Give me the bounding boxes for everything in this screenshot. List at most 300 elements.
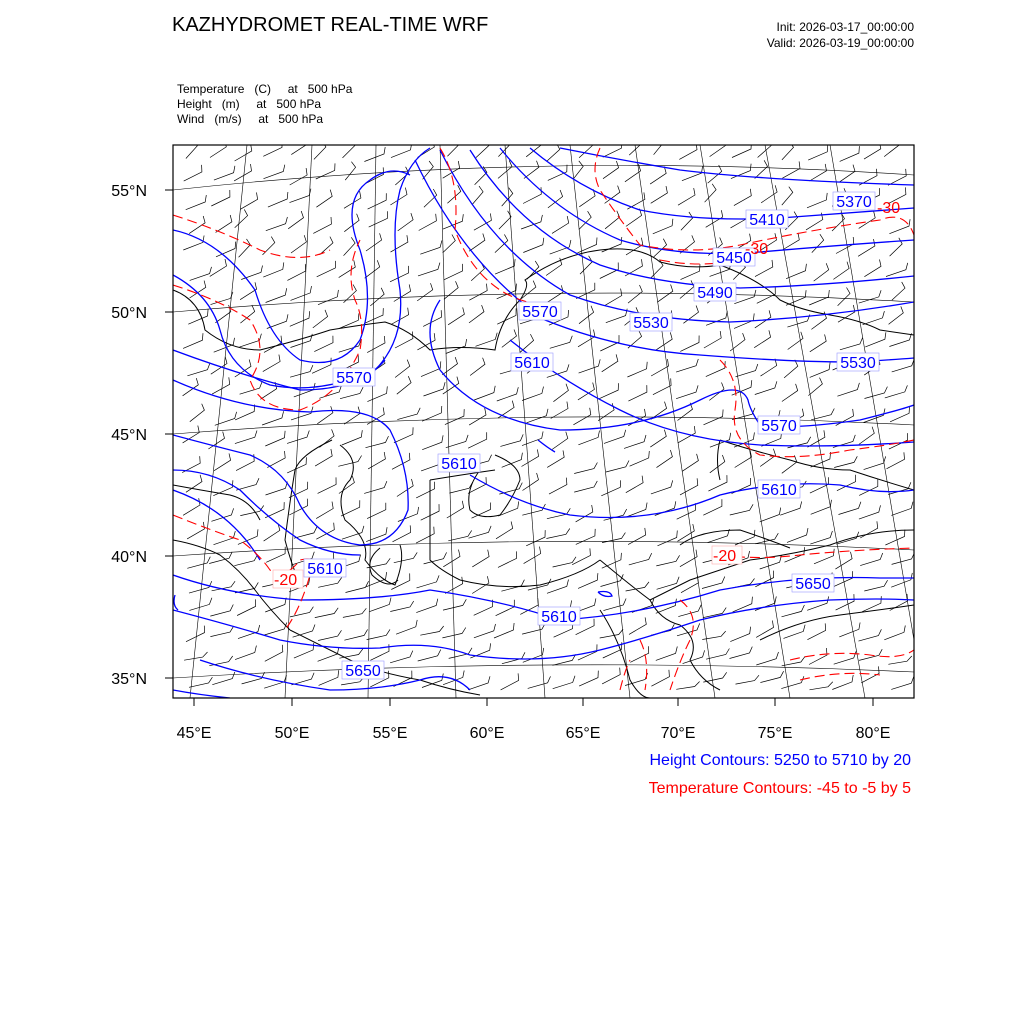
wind-barb bbox=[241, 266, 262, 280]
wind-barb bbox=[474, 386, 495, 400]
wind-barb bbox=[809, 648, 827, 665]
wind-barb bbox=[498, 551, 517, 567]
wind-barb bbox=[319, 670, 339, 685]
wind-barb bbox=[344, 407, 360, 425]
wind-barb bbox=[189, 598, 212, 611]
valid-time: Valid: 2026-03-19_00:00:00 bbox=[766, 36, 914, 50]
wind-barb bbox=[501, 580, 524, 592]
wind-barb bbox=[318, 290, 338, 305]
wind-barb bbox=[315, 449, 332, 466]
wind-barb bbox=[235, 405, 255, 420]
wind-barb bbox=[736, 364, 758, 377]
wind-barb bbox=[186, 195, 207, 210]
wind-barb bbox=[238, 625, 260, 639]
wind-barb bbox=[364, 147, 385, 161]
wind-barb bbox=[787, 528, 808, 542]
wind-barb bbox=[370, 288, 384, 306]
wind-barb bbox=[522, 387, 543, 401]
latitude-labels bbox=[111, 183, 147, 688]
wind-barb bbox=[814, 263, 829, 281]
height-contour-labels bbox=[304, 192, 879, 680]
wind-barb bbox=[605, 289, 622, 306]
wind-barb bbox=[236, 454, 254, 470]
wind-barb bbox=[390, 601, 413, 611]
wind-barb bbox=[240, 506, 263, 516]
wind-barb bbox=[680, 478, 698, 495]
wind-barb bbox=[761, 359, 777, 376]
wind-barb bbox=[702, 577, 725, 589]
wind-barb bbox=[678, 403, 693, 421]
wind-barb bbox=[210, 140, 226, 157]
wind-barb bbox=[342, 430, 363, 445]
wind-barb bbox=[629, 137, 642, 155]
wind-barb bbox=[682, 454, 698, 471]
wind-barb bbox=[313, 217, 331, 233]
wind-barb bbox=[892, 553, 915, 565]
wind-barb bbox=[424, 382, 446, 396]
wind-barb bbox=[626, 209, 642, 227]
lon-label: 60°E bbox=[469, 725, 505, 742]
wind-barb bbox=[578, 431, 599, 445]
wind-barb bbox=[468, 676, 490, 690]
wind-barb bbox=[735, 450, 752, 467]
height-label: 5650 bbox=[345, 663, 381, 680]
wind-barb bbox=[600, 263, 619, 279]
wind-barb bbox=[676, 385, 698, 398]
wind-barb bbox=[317, 261, 336, 277]
wind-barb bbox=[810, 682, 833, 690]
wind-barb bbox=[859, 505, 881, 519]
wind-barb bbox=[214, 338, 235, 352]
wind-barb bbox=[318, 630, 341, 640]
wind-barb bbox=[214, 166, 235, 180]
wind-barb bbox=[837, 383, 859, 396]
wind-barb bbox=[314, 336, 333, 352]
wind-barb bbox=[446, 339, 467, 353]
wind-barb bbox=[422, 435, 443, 449]
wind-barb bbox=[189, 677, 212, 687]
wind-barb bbox=[183, 333, 203, 348]
field-wind: Wind (m/s) at 500 hPa bbox=[177, 112, 324, 126]
wind-barb bbox=[469, 526, 492, 538]
wind-barb bbox=[680, 235, 695, 253]
wind-barb bbox=[418, 650, 441, 662]
wind-barb bbox=[416, 482, 434, 498]
wind-barb bbox=[889, 433, 908, 449]
wind-barb bbox=[240, 305, 254, 323]
wind-barb bbox=[602, 354, 618, 371]
wind-barb bbox=[397, 479, 413, 497]
lat-label: 55°N bbox=[111, 183, 147, 200]
wind-barb bbox=[312, 358, 331, 374]
wind-barb bbox=[786, 264, 806, 279]
wind-barb bbox=[626, 476, 643, 493]
wind-barb bbox=[448, 307, 464, 324]
wind-barb bbox=[839, 502, 861, 515]
wind-barb bbox=[500, 434, 523, 446]
wind-barb bbox=[732, 142, 751, 158]
wind-barb bbox=[314, 141, 326, 159]
wind-barb bbox=[574, 463, 597, 474]
wind-barb bbox=[370, 598, 391, 612]
wind-barb bbox=[838, 288, 850, 306]
wind-barb bbox=[265, 431, 285, 446]
wind-barb bbox=[603, 161, 619, 179]
wind-barb bbox=[889, 333, 911, 346]
wind-barb bbox=[579, 306, 594, 324]
wind-barb bbox=[212, 377, 230, 394]
wind-barb bbox=[339, 260, 356, 277]
wind-barb bbox=[316, 502, 333, 519]
wind-barb bbox=[760, 449, 775, 467]
wind-barb bbox=[864, 260, 881, 277]
wind-barb bbox=[840, 338, 863, 350]
wind-barb bbox=[840, 146, 860, 161]
wind-barb bbox=[502, 330, 517, 348]
lon-label: 45°E bbox=[176, 725, 212, 742]
wind-barb bbox=[316, 190, 332, 208]
height-label: 5610 bbox=[761, 482, 797, 499]
wind-barb bbox=[808, 378, 822, 396]
wind-barb bbox=[603, 141, 622, 157]
wind-barb bbox=[395, 167, 408, 185]
wind-barb bbox=[678, 188, 695, 205]
wind-barb bbox=[235, 431, 257, 444]
wind-barb bbox=[807, 193, 827, 208]
wind-barb bbox=[393, 525, 411, 541]
wind-barb bbox=[885, 530, 905, 545]
wind-barb bbox=[628, 528, 646, 545]
wind-barb bbox=[471, 263, 484, 281]
field-temperature: Temperature (C) at 500 hPa bbox=[177, 82, 353, 96]
wind-barb bbox=[447, 185, 460, 203]
wind-barb bbox=[782, 656, 805, 666]
wind-barb bbox=[338, 456, 361, 467]
wind-barb bbox=[889, 219, 910, 234]
wind-barb bbox=[551, 402, 568, 419]
wind-barb bbox=[447, 501, 464, 518]
wind-barb bbox=[287, 264, 305, 280]
wind-barb bbox=[782, 161, 800, 178]
wind-barb bbox=[447, 138, 459, 156]
wind-barb bbox=[421, 361, 441, 376]
wind-barb bbox=[547, 143, 560, 161]
wind-barb bbox=[552, 216, 569, 233]
height-contour-legend: Height Contours: 5250 to 5710 by 20 bbox=[649, 752, 911, 769]
height-label: 5570 bbox=[336, 370, 372, 387]
temperature-label: -20 bbox=[713, 548, 737, 565]
wind-barb bbox=[863, 311, 885, 325]
wind-barb bbox=[318, 578, 342, 588]
wind-barb bbox=[390, 266, 409, 282]
wind-barb bbox=[211, 357, 227, 375]
wind-barb bbox=[367, 503, 386, 519]
wind-barb bbox=[184, 652, 207, 660]
wind-barb bbox=[833, 571, 852, 587]
wind-barb bbox=[656, 647, 678, 661]
wind-barb bbox=[890, 406, 909, 422]
wind-barb bbox=[834, 456, 857, 467]
wind-barb bbox=[444, 264, 463, 280]
wind-barb bbox=[416, 599, 438, 613]
wind-barb bbox=[599, 383, 618, 399]
wind-barb bbox=[891, 573, 912, 587]
wind-barb bbox=[676, 682, 699, 690]
wind-barb bbox=[884, 139, 899, 157]
wind-barb bbox=[263, 355, 280, 372]
wind-barb bbox=[368, 193, 387, 209]
axis-ticks bbox=[165, 190, 873, 706]
wind-barb bbox=[290, 189, 311, 203]
wind-barb bbox=[859, 427, 874, 445]
field-height: Height (m) at 500 hPa bbox=[177, 97, 322, 111]
wind-barb bbox=[576, 529, 595, 545]
wind-barb bbox=[755, 381, 777, 394]
wind-barb bbox=[651, 186, 668, 203]
wind-barb bbox=[628, 285, 642, 303]
lon-label: 50°E bbox=[274, 725, 310, 742]
wind-barb bbox=[448, 530, 471, 540]
wind-barb bbox=[397, 376, 411, 394]
wind-barb bbox=[578, 573, 598, 588]
wind-barb bbox=[602, 553, 622, 568]
wind-barb bbox=[235, 209, 248, 227]
height-label: 5490 bbox=[697, 285, 733, 302]
wind-barb bbox=[476, 139, 489, 157]
wind-barb bbox=[680, 550, 697, 567]
wind-barb bbox=[416, 527, 434, 543]
wind-barb bbox=[859, 629, 882, 641]
height-label: 5570 bbox=[522, 304, 558, 321]
lat-label: 40°N bbox=[111, 549, 147, 566]
wind-barb bbox=[836, 594, 855, 610]
wind-barb bbox=[836, 532, 859, 544]
wind-barb bbox=[264, 165, 285, 179]
wind-barb bbox=[365, 260, 380, 278]
wind-barb bbox=[706, 649, 729, 660]
wind-barb bbox=[628, 385, 647, 401]
wind-barb bbox=[367, 629, 390, 639]
wind-barb bbox=[501, 673, 519, 690]
wind-barb bbox=[706, 311, 727, 325]
wind-barb bbox=[812, 234, 824, 252]
wind-barb bbox=[494, 623, 514, 638]
wind-barb bbox=[523, 648, 544, 662]
wind-barb bbox=[606, 461, 629, 473]
wind-barb bbox=[187, 557, 210, 569]
wind-barb bbox=[267, 451, 285, 468]
lat-label: 45°N bbox=[111, 427, 147, 444]
temperature-label: -30 bbox=[877, 200, 901, 217]
wind-barb bbox=[865, 332, 886, 347]
wind-barb bbox=[472, 186, 483, 204]
wind-barb bbox=[210, 626, 233, 637]
wind-barb bbox=[651, 260, 663, 278]
wind-barb bbox=[368, 452, 385, 469]
wind-barb bbox=[266, 482, 288, 495]
wind-barb bbox=[884, 626, 905, 640]
wind-barb bbox=[419, 214, 437, 231]
lat-label: 50°N bbox=[111, 305, 147, 322]
wind-barb bbox=[807, 623, 825, 639]
wind-barb bbox=[469, 284, 487, 301]
wind-barb bbox=[579, 140, 592, 158]
wind-barb bbox=[424, 552, 447, 564]
wind-barb bbox=[678, 605, 701, 617]
temperature-label: -30 bbox=[745, 241, 769, 258]
wind-barb bbox=[547, 580, 569, 594]
wind-barb bbox=[341, 500, 360, 516]
wind-barb bbox=[468, 432, 487, 448]
wind-barb bbox=[396, 620, 417, 634]
wind-barb bbox=[760, 508, 781, 522]
wind-barb bbox=[265, 598, 286, 612]
wind-barb bbox=[782, 142, 794, 160]
wind-barb bbox=[340, 387, 363, 399]
wind-barb bbox=[888, 656, 911, 664]
height-label: 5530 bbox=[840, 355, 876, 372]
wind-barb bbox=[420, 241, 442, 255]
height-label: 5410 bbox=[749, 212, 785, 229]
wind-barb bbox=[526, 530, 545, 546]
wind-barb bbox=[833, 262, 849, 280]
wind-barb bbox=[521, 281, 536, 299]
wind-barb bbox=[343, 140, 355, 158]
wind-barb bbox=[445, 577, 463, 594]
wind-barb bbox=[782, 605, 805, 617]
wind-barb bbox=[760, 671, 783, 682]
wind-barb bbox=[263, 237, 275, 255]
lon-label: 75°E bbox=[757, 725, 793, 742]
wind-barb bbox=[832, 213, 845, 231]
wind-barb bbox=[734, 189, 751, 206]
wind-barb bbox=[313, 310, 328, 328]
wind-barb bbox=[658, 531, 678, 546]
wind-barb bbox=[391, 235, 408, 252]
wind-barb bbox=[186, 140, 197, 158]
wind-barb bbox=[394, 284, 411, 301]
wind-barb bbox=[211, 292, 233, 305]
wind-barb bbox=[682, 166, 703, 181]
wind-barb bbox=[369, 211, 388, 227]
wind-barb bbox=[680, 336, 699, 352]
wind-barb bbox=[810, 531, 832, 544]
wind-barb bbox=[657, 450, 673, 468]
wind-barb bbox=[263, 140, 282, 156]
wind-barb bbox=[263, 262, 284, 277]
wind-barb bbox=[860, 553, 883, 566]
wind-barb bbox=[810, 363, 830, 378]
wind-barb bbox=[469, 234, 485, 252]
wind-barb bbox=[528, 579, 551, 590]
wind-barb bbox=[811, 500, 832, 515]
wind-barb bbox=[755, 160, 768, 178]
wind-barb bbox=[470, 358, 485, 376]
wind-barb bbox=[420, 626, 443, 635]
longitude-labels bbox=[177, 725, 891, 742]
wind-barb bbox=[446, 435, 468, 448]
wind-barb bbox=[290, 311, 310, 326]
wind-barb bbox=[756, 652, 778, 665]
wind-barb bbox=[550, 240, 571, 254]
wind-barb bbox=[293, 625, 315, 638]
wind-barb bbox=[442, 357, 457, 375]
wind-barb bbox=[572, 548, 590, 564]
wind-barb bbox=[754, 330, 770, 347]
wind-barb bbox=[235, 646, 256, 660]
wind-barb bbox=[574, 481, 597, 492]
wind-barb bbox=[651, 670, 669, 686]
wind-barb bbox=[366, 233, 382, 251]
height-label: 5370 bbox=[836, 194, 872, 211]
wind-barb bbox=[650, 167, 666, 185]
wind-barb bbox=[656, 555, 679, 566]
wind-barb bbox=[579, 359, 601, 373]
wind-barb bbox=[343, 608, 366, 617]
wind-barb bbox=[624, 435, 646, 448]
wind-barb bbox=[892, 359, 915, 372]
wind-barb bbox=[291, 137, 307, 154]
wind-barb bbox=[553, 676, 575, 689]
wind-barb bbox=[394, 427, 413, 443]
wind-barb bbox=[364, 481, 387, 493]
wind-barb bbox=[786, 290, 806, 305]
wind-barb bbox=[730, 504, 753, 515]
height-label: 5650 bbox=[795, 576, 831, 593]
wind-barb bbox=[495, 234, 508, 252]
wind-barb bbox=[398, 213, 413, 231]
wind-barb bbox=[290, 365, 313, 377]
wind-barb bbox=[184, 165, 202, 181]
wind-barb bbox=[214, 531, 236, 545]
wind-barb bbox=[889, 306, 904, 324]
wind-barb bbox=[810, 334, 826, 351]
wind-barb bbox=[290, 607, 313, 617]
wind-barb bbox=[235, 144, 252, 161]
wind-barb bbox=[526, 139, 541, 157]
wind-barb bbox=[758, 139, 772, 157]
wind-barb bbox=[704, 331, 721, 348]
wind-barb bbox=[235, 582, 258, 593]
wind-barb bbox=[629, 617, 646, 634]
wind-barb bbox=[290, 168, 307, 185]
wind-barb bbox=[807, 596, 829, 610]
wind-barb bbox=[294, 527, 317, 539]
lon-label: 65°E bbox=[565, 725, 601, 742]
wind-barb bbox=[498, 160, 512, 178]
wind-barb bbox=[264, 623, 287, 636]
height-label: 5610 bbox=[514, 355, 550, 372]
wind-barb bbox=[703, 499, 722, 515]
wind-barb bbox=[237, 599, 256, 615]
wind-barb bbox=[498, 401, 514, 419]
wind-barb bbox=[839, 623, 860, 637]
wind-barb bbox=[832, 675, 853, 690]
wind-barb bbox=[211, 190, 230, 206]
wind-barb bbox=[291, 407, 313, 420]
wind-barb bbox=[443, 599, 466, 610]
wind-barb bbox=[266, 288, 287, 302]
wind-barb bbox=[214, 453, 231, 470]
wind-barb bbox=[210, 259, 227, 276]
wind-barb bbox=[397, 408, 420, 420]
height-label: 5610 bbox=[441, 456, 477, 473]
wind-barb bbox=[703, 672, 726, 682]
height-label: 5570 bbox=[761, 418, 797, 435]
wind-barb bbox=[444, 281, 458, 299]
wind-barb bbox=[626, 238, 643, 255]
wind-barb bbox=[573, 161, 583, 179]
